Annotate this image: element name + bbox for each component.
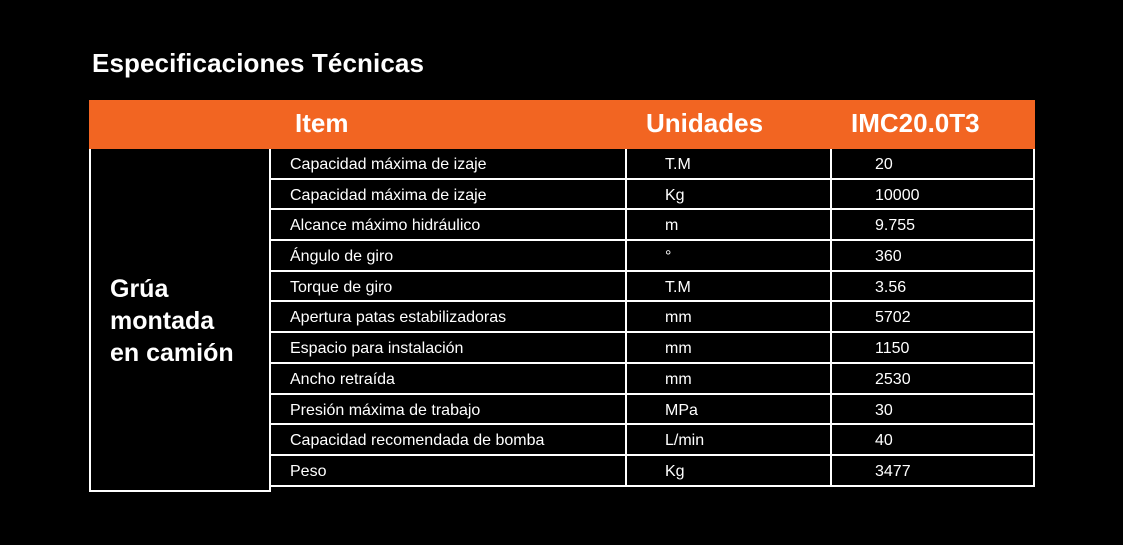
value-cell: 3.56 — [830, 272, 1035, 301]
param-cell: Capacidad recomendada de bomba — [290, 432, 545, 450]
unit-cell: m — [625, 210, 830, 239]
value-cell: 3477 — [830, 456, 1035, 485]
header-units: Unidades — [646, 108, 764, 138]
param-cell: Apertura patas estabilizadoras — [290, 309, 507, 327]
unit-cell: mm — [625, 333, 830, 362]
value-cell: 20 — [830, 149, 1035, 178]
param-cell: Espacio para instalación — [290, 340, 464, 358]
param-cell: Capacidad máxima de izaje — [290, 156, 487, 173]
table-row — [271, 302, 1035, 333]
value-cell: 5702 — [830, 302, 1035, 331]
group-cell — [89, 149, 271, 492]
table-row — [271, 210, 1035, 241]
value-cell: 1150 — [830, 333, 1035, 362]
param-cell: Ángulo de giro — [290, 248, 394, 266]
value-cell: 10000 — [830, 180, 1035, 209]
table-row — [271, 149, 1035, 180]
unit-cell: L/min — [625, 425, 830, 454]
value-cell: 30 — [830, 395, 1035, 424]
header-model: IMC20.0T3 — [851, 108, 980, 138]
table-row — [271, 272, 1035, 303]
param-cell: Torque de giro — [290, 278, 393, 296]
value-cell: 360 — [830, 241, 1035, 270]
unit-cell: mm — [625, 364, 830, 393]
table-row — [271, 180, 1035, 211]
table-header — [89, 100, 1035, 149]
header-item: Item — [295, 108, 349, 138]
param-cell: Ancho retraída — [290, 370, 395, 388]
table-row — [271, 395, 1035, 426]
spec-table-body — [271, 149, 1035, 487]
table-row — [271, 364, 1035, 395]
unit-cell: ° — [625, 241, 830, 270]
table-row — [271, 241, 1035, 272]
value-cell: 9.755 — [830, 210, 1035, 239]
table-row — [271, 456, 1035, 487]
param-cell: Peso — [290, 462, 327, 480]
unit-cell: T.M — [625, 272, 830, 301]
table-row — [271, 333, 1035, 364]
unit-cell: MPa — [625, 395, 830, 424]
page-title: Especificaciones Técnicas — [92, 48, 425, 78]
unit-cell: T.M — [625, 149, 830, 178]
value-cell: 2530 — [830, 364, 1035, 393]
unit-cell: mm — [625, 302, 830, 331]
unit-cell: Kg — [625, 180, 830, 209]
param-cell: Presión máxima de trabajo — [290, 401, 481, 419]
unit-cell: Kg — [625, 456, 830, 485]
value-cell: 40 — [830, 425, 1035, 454]
param-cell: Alcance máximo hidráulico — [290, 217, 481, 235]
group-label: Grúa montada en camión — [110, 275, 234, 367]
table-row — [271, 425, 1035, 456]
param-cell: Capacidad máxima de izaje — [290, 186, 487, 204]
